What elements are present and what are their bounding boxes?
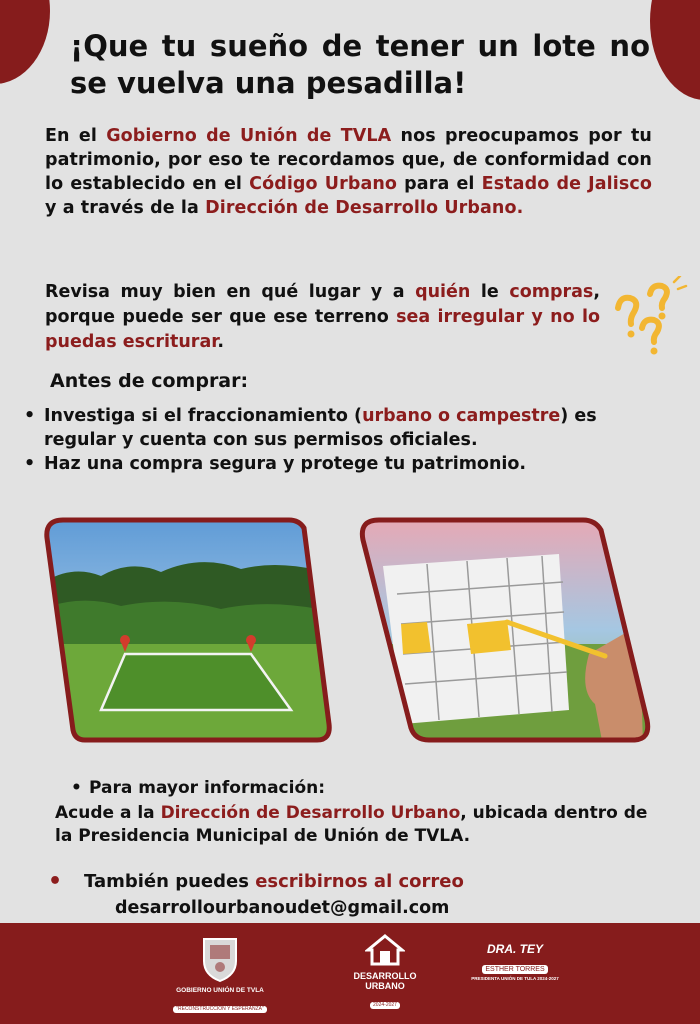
coat-of-arms-icon [198,935,242,983]
list-item: • Haz una compra segura y protege tu patrimonio. [22,452,662,476]
corner-decoration-right [650,0,700,100]
lot-map-image [357,514,653,746]
municipality-logo: GOBIERNO UNIÓN DE TVLA "RECONSTRUCCIÓN Y ESPERANZA" [170,935,270,1014]
before-buying-heading: Antes de comprar: [50,370,249,392]
warning-paragraph: Revisa muy bien en qué lugar y a quién le compras, porque puede ser que ese terreno sea irregular y no lo puedas escriturar. [45,282,601,352]
house-icon [365,933,405,967]
contact-email-link[interactable]: desarrollourbanoudet@gmail.com [115,898,450,918]
question-marks-icon [612,276,688,358]
contact-section [48,870,648,894]
mayor-logo: DRA. TEY ESTHER TORRES PRESIDENTA UNIÓN DE TULA 2024-2027 [471,942,559,981]
more-info-section [55,777,655,848]
intro-paragraph: En el Gobierno de Unión de TVLA nos preocupamos por tu patrimonio, por eso te recordamos que, de conformidad con lo establecido en el Código Urbano para el Estado de Jalisco y a través de la Dirección de Desarrollo Urbano. [45,126,652,218]
list-item: • Investiga si el fraccionamiento (urbano o campestre) es regular y cuenta con sus permisos oficiales. [22,404,662,452]
urban-development-logo: DESARROLLO URBANO 2024-2027 [345,933,425,1010]
more-info-text: Acude a la Dirección de Desarrollo Urbano, ubicada dentro de la Presidencia Municipal de Unión de TVLA. [55,803,648,846]
more-info-heading: • Para mayor información: [75,777,655,800]
footer [0,923,700,1024]
land-plot-image [41,514,333,746]
contact-heading: • También puedes escribirnos al correo [48,870,648,894]
corner-decoration-left [0,0,50,84]
page-title: ¡Que tu sueño de tener un lote no se vuelva una pesadilla! [70,29,650,100]
before-buying-list [22,404,662,476]
